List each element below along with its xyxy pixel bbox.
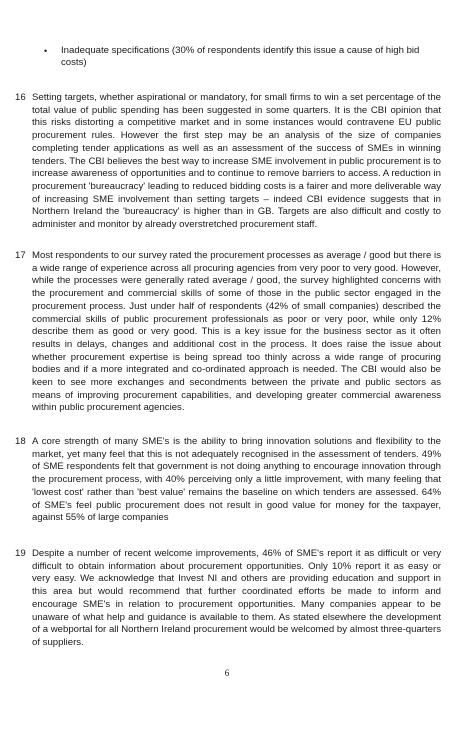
paragraph-number: 19 [15, 548, 26, 559]
paragraph-text: Despite a number of recent welcome improvements, 46% of SME's report it as difficult or very difficult to obtain information about procurement opportunities. Only 10% report it as easy or very easy. We acknowledge that Invest NI and others are providing education and support in this area but would recommend that further coordinated efforts be made to inform and encourage SME's in relation to procurement opportunities. Many companies appear to be unaware of what help and guidance is available to them. As stated elsewhere the development of a webportal for all Northern Ireland procurement would be welcomed by almost three-quarters of suppliers. [32, 548, 441, 648]
paragraph-16 [15, 92, 441, 232]
bullet-symbol: • [44, 46, 48, 56]
paragraph-19 [15, 548, 441, 650]
paragraph-text: Setting targets, whether aspirational or mandatory, for small firms to win a set percentage of the total value of public spending has been suggested in some quarters. It is the CBI opinion that this risks distorting a competitive market and in some instances would contravene EU public procurement rules. However the first step may be an analysis of the size of companies completing tender applications as well as an assessment of the success of SMEs in winning tenders. The CBI believes the best way to increase SME involvement in public procurement is to increase awareness of opportunities and to continue to remove barriers to access. A reduction in procurement 'bureaucracy' leading to reduced bidding costs is a fairer and more deliverable way of increasing SME involvement than setting targets – indeed CBI evidence suggests that in Northern Ireland the 'bureaucracy' is higher than in GB. Targets are also difficult and costly to administer and monitor by already overstretched procurement staff. [32, 92, 441, 231]
bullet-text: Inadequate specifications (30% of respondents identify this issue a cause of high bid costs) [61, 45, 420, 69]
paragraph-17 [15, 250, 441, 415]
bullet-item [44, 45, 424, 69]
paragraph-18 [15, 436, 441, 525]
page-number: 6 [224, 668, 230, 678]
paragraph-number: 18 [15, 436, 26, 447]
paragraph-text: A core strength of many SME's is the ability to bring innovation solutions and flexibility to the market, yet many feel that this is not adequately recognised in the assessment of tenders. 49% of SME respondents felt that government is not doing anything to encourage innovation through the procurement process, with 40% perceiving only a little improvement, with many feeling that 'lowest cost' rather than 'best value' remains the baseline on which tenders are assessed. 64% of SME's feel public procurement does not result in good value for money for the taxpayer, against 55% of large companies [32, 436, 441, 524]
paragraph-number: 17 [15, 250, 26, 261]
paragraph-text: Most respondents to our survey rated the procurement processes as average / good but there is a wide range of experience across all procuring agencies from very poor to very good. However, while the processes were generally rated average / good, the survey highlighted concerns with the procurement and commercial skills of some of those in the public sector engaged in the procurement process. Just under half of respondents (42% of small companies) described the commercial skills of public procurement professionals as poor or very poor, while only 12% describe them as good or very good. This is a key issue for the business sector as it often results in delays, changes and additional cost in the process. It does raise the issue about whether procurement expertise is being spread too thinly across a wide range of procuring bodies and if a more integrated and co-ordinated approach is needed. The CBI would also be keen to see more exchanges and secondments between the private and public sectors as means of improving procurement capabilities, and developing greater commercial awareness within public procurement agencies. [32, 250, 441, 414]
paragraph-number: 16 [15, 92, 26, 103]
